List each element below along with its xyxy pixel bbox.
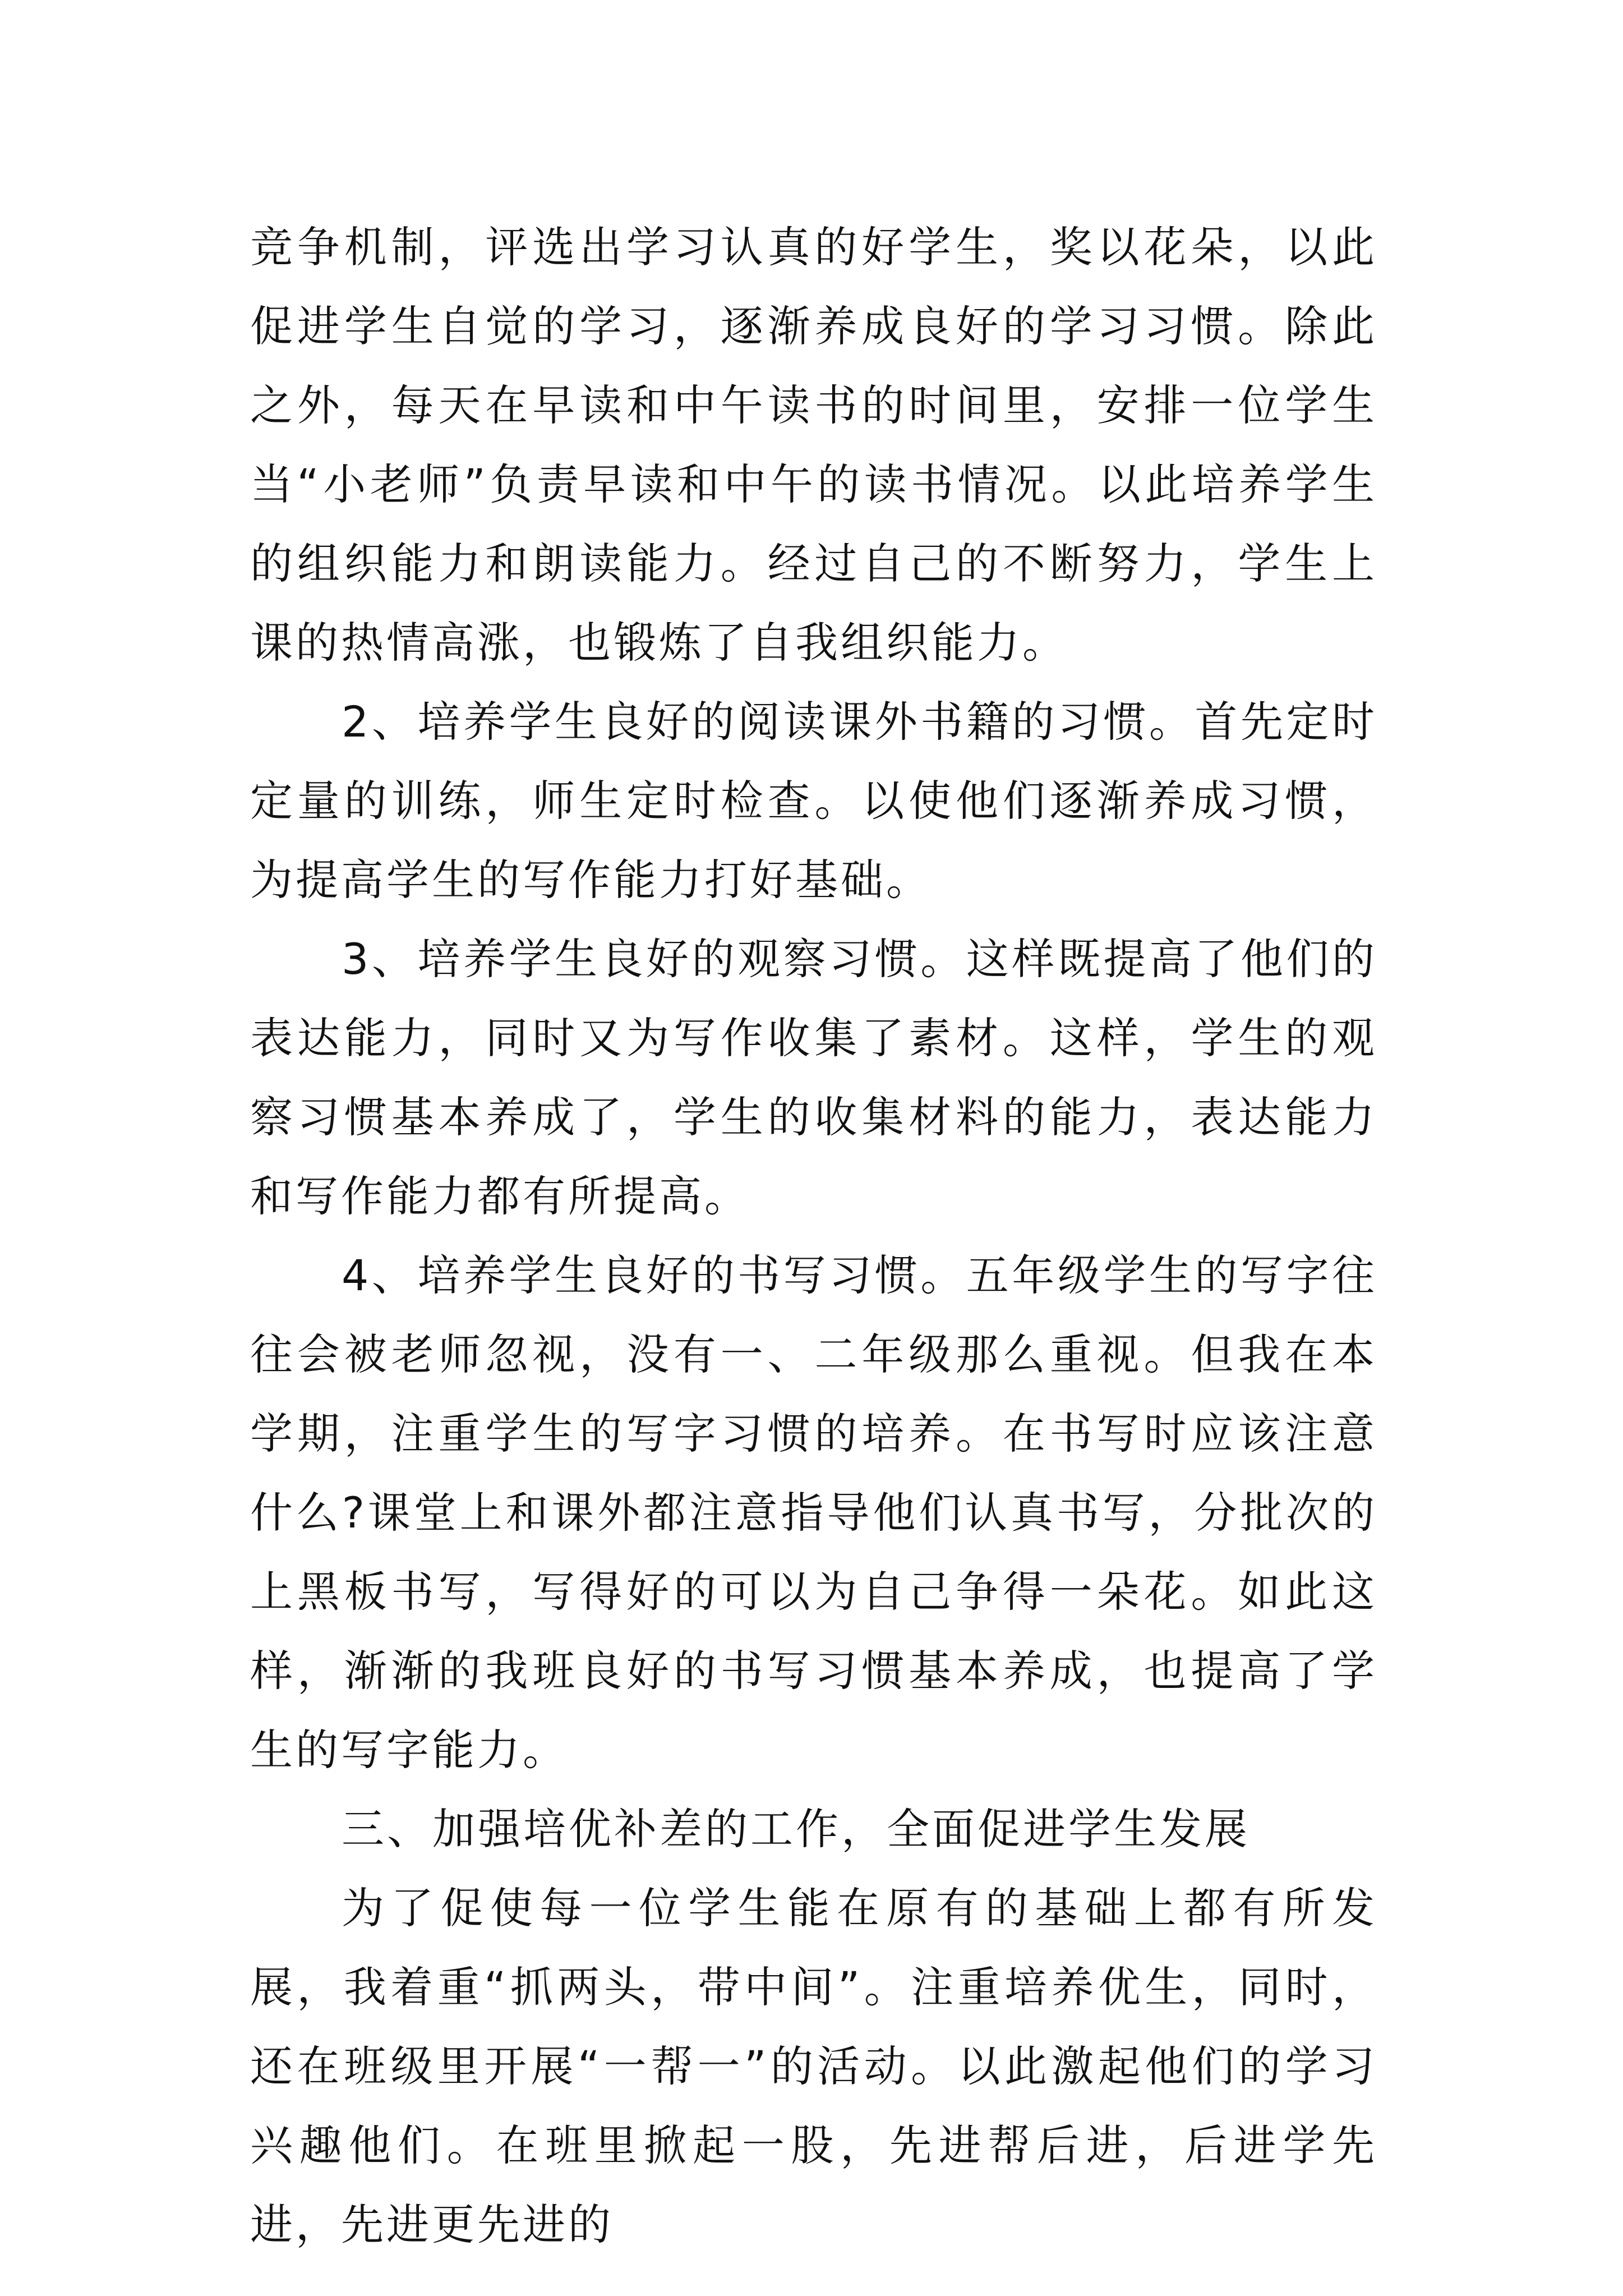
section-heading: 三、加强培优补差的工作，全面促进学生发展 — [342, 1804, 1250, 1854]
paragraph-tutoring: 为了促使每一位学生能在原有的基础上都有所发展，我着重“抓两头，带中间”。注重培养优生，同时，还在班级里开展“一帮一”的活动。以此激起他们的学习兴趣他们。在班里掀起一股，先进帮后进，后进学先进，先进更先进的 — [250, 1883, 1377, 2249]
paragraph-observation-habit: 3、培养学生良好的观察习惯。这样既提高了他们的表达能力，同时又为写作收集了素材。这样，学生的观察习惯基本养成了，学生的收集材料的能力，表达能力和写作能力都有所提高。 — [250, 934, 1377, 1221]
paragraph-reading-habit: 2、培养学生良好的阅读课外书籍的习惯。首先定时定量的训练，师生定时检查。以使他们逐渐养成习惯，为提高学生的写作能力打好基础。 — [250, 697, 1377, 905]
paragraph-writing-habit: 4、培养学生良好的书写习惯。五年级学生的写字往往会被老师忽视，没有一、二年级那么重视。但我在本学期，注重学生的写字习惯的培养。在书写时应该注意什么?课堂上和课外都注意指导他们认真书写，分批次的上黑板书写，写得好的可以为自己争得一朵花。如此这样，渐渐的我班良好的书写习惯基本养成，也提高了学生的写字能力。 — [250, 1250, 1377, 1775]
document-body — [250, 208, 1377, 2264]
paragraph-continuation: 竞争机制，评选出学习认真的好学生，奖以花朵，以此促进学生自觉的学习，逐渐养成良好的学习习惯。除此之外，每天在早读和中午读书的时间里，安排一位学生当“小老师”负责早读和中午的读书情况。以此培养学生的组织能力和朗读能力。经过自己的不断努力，学生上课的热情高涨，也锻炼了自我组织能力。 — [250, 222, 1377, 668]
